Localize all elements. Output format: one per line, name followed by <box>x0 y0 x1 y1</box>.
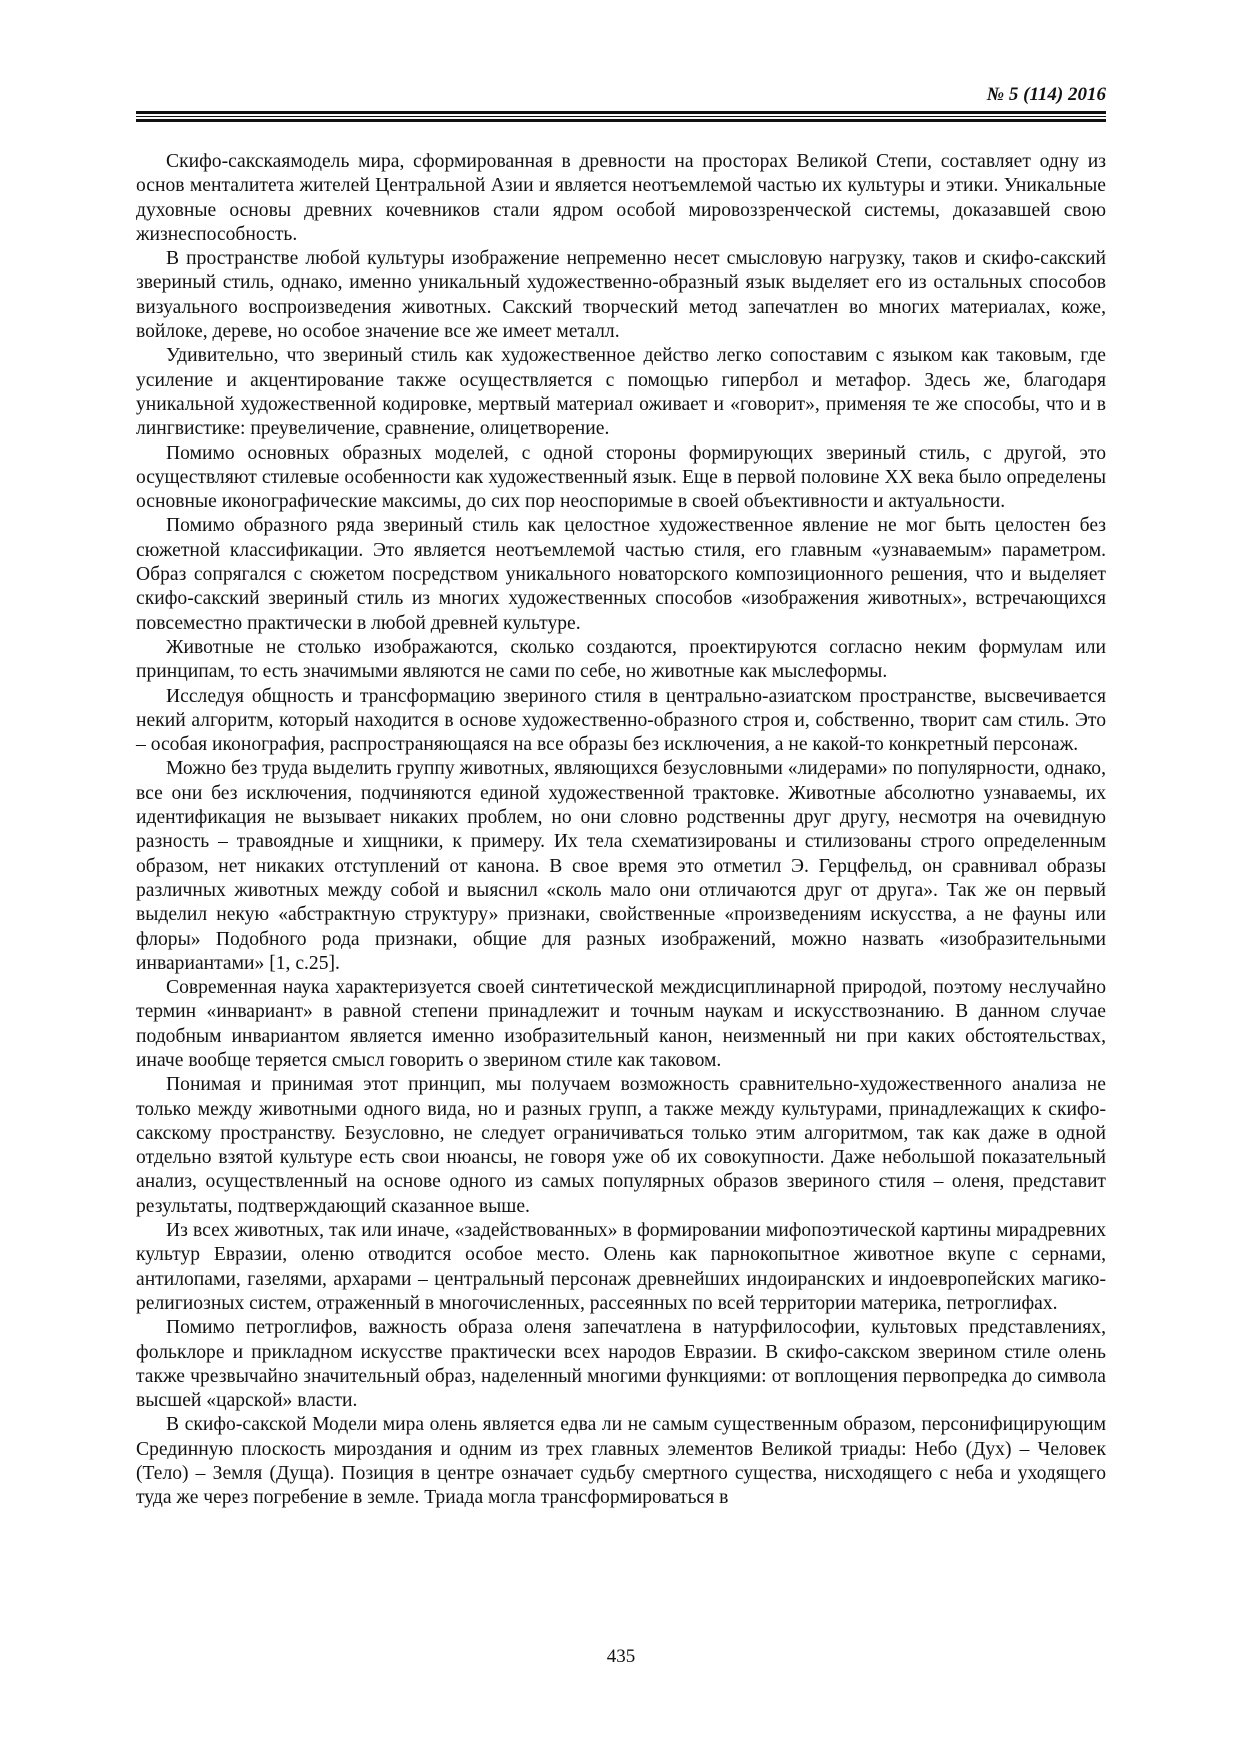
paragraph-9: Современная наука характеризуется своей синтетической междисциплинарной природой, поэтому неслучайно термин «инвариант» в равной степени принадлежит и точным наукам и искусствознанию. В данном случае подобным инвариантом является именно изобразительный канон, неизменный ни при каких обстоятельствах, иначе вообще теряется смысл говорить о зверином стиле как таковом. <box>136 977 1106 1071</box>
journal-issue-header: № 5 (114) 2016 <box>986 84 1106 105</box>
paragraph-6: Животные не столько изображаются, сколько создаются, проектируются согласно неким формулам или принципам, то есть значимыми являются не сами по себе, но животные как мыслеформы. <box>136 636 1106 683</box>
paragraph-12: Помимо петроглифов, важность образа оленя запечатлена в натурфилософии, культовых представлениях, фольклоре и прикладном искусстве практически всех народов Евразии. В скифо-сакском зверином стиле олень также чрезвычайно значительный образ, наделенный многими функциями: от воплощения первопредка до символа высшей «царской» власти. <box>136 1317 1106 1412</box>
header-rule-thin <box>136 116 1106 117</box>
header-rule-thick-top <box>136 111 1106 114</box>
paragraph-2: В пространстве любой культуры изображение непременно несет смысловую нагрузку, таков и скифо-сакский звериный стиль, однако, именно уникальный художественно-образный язык выделяет его из остальных способов визуального воспроизведения животных. Сакский творческий метод запечатлен во многих материалах, коже, войлоке, дереве, но особое значение все же имеет металл. <box>136 248 1106 343</box>
header-rule-thick-bottom <box>136 119 1106 122</box>
article-body <box>136 150 1106 1511</box>
paragraph-8: Можно без труда выделить группу животных, являющихся безусловными «лидерами» по популярности, однако, все они без исключения, подчиняются единой художественной трактовке. Животные абсолютно узнаваемы, их идентификация не вызывает никаких проблем, но они словно родственны друг другу, несмотря на очевидную разность – травоядные и хищники, к примеру. Их тела схематизированы и стилизованы строго определенным образом, нет никаких отступлений от канона. В свое время это отметил Э. Герцфельд, он сравнивал образы различных животных между собой и выяснил «сколь мало они отличаются друг от друга». Так же он первый выделил некую «абстрактную структуру» признаки, свойственные «произведениям искусства, а не фауны или флоры» Подобного рода признаки, общие для разных изображений, можно назвать «изобразительными инвариантами» [1, с.25]. <box>136 758 1106 974</box>
paragraph-13: В скифо-сакской Модели мира олень является едва ли не самым существенным образом, персонифицирующим Срединную плоскость мироздания и одним из трех главных элементов Великой триады: Небо (Дух) – Человек (Тело) – Земля (Дуща). Позиция в центре означает судьбу смертного существа, нисходящего с неба и уходящего туда же через погребение в земле. Триада могла трансформироваться в <box>136 1414 1106 1509</box>
paragraph-10: Понимая и принимая этот принцип, мы получаем возможность сравнительно-художественного анализа не только между животными одного вида, но и разных групп, а также между культурами, принадлежащих к скифо-сакскому пространству. Безусловно, не следует ограничиваться только этим алгоритмом, так как даже в одной отдельно взятой культуре есть свои нюансы, не говоря уже об их совокупности. Даже небольшой показательный анализ, осуществленный на основе одного из самых популярных образов звериного стиля – оленя, представит результаты, подтверждающий сказанное выше. <box>136 1074 1106 1217</box>
paragraph-11: Из всех животных, так или иначе, «задействованных» в формировании мифопоэтической картины мирадревних культур Евразии, оленю отводится особое место. Олень как парнокопытное животное вкупе с сернами, антилопами, газелями, архарами – центральный персонаж древнейших индоиранских и индоевропейских магико-религиозных систем, отраженный в многочисленных, рассеянных по всей территории материка, петроглифах. <box>136 1220 1106 1314</box>
paragraph-7: Исследуя общность и трансформацию звериного стиля в центрально-азиатском пространстве, высвечивается некий алгоритм, который находится в основе художественно-образного строя и, собственно, творит сам стиль. Это – особая иконография, распространяющаяся на все образы без исключения, а не какой-то конкретный персонаж. <box>136 685 1106 756</box>
paragraph-4: Помимо основных образных моделей, с одной стороны формирующих звериный стиль, с другой, это осуществляют стилевые особенности как художественный язык. Еще в первой половине XX века было определены основные иконографические максимы, до сих пор неоспоримые в своей объективности и актуальности. <box>136 442 1106 513</box>
paragraph-1: Скифо-сакскаямодель мира, сформированная в древности на просторах Великой Степи, составляет одну из основ менталитета жителей Центральной Азии и является неотъемлемой частью их культуры и этики. Уникальные духовные основы древних кочевников стали ядром особой мировоззренческой системы, доказавшей свою жизнеспособность. <box>136 151 1106 245</box>
paragraph-3: Удивительно, что звериный стиль как художественное действо легко сопоставим с языком как таковым, где усиление и акцентирование также осуществляется с помощью гипербол и метафор. Здесь же, благодаря уникальной художественной кодировке, мертвый материал оживает и «говорит», применяя те же способы, что и в лингвистике: преувеличение, сравнение, олицетворение. <box>136 345 1106 440</box>
paragraph-5: Помимо образного ряда звериный стиль как целостное художественное явление не мог быть целостен без сюжетной классификации. Это является неотъемлемой частью стиля, его главным «узнаваемым» параметром. Образ сопрягался с сюжетом посредством уникального новаторского композиционного решения, что и выделяет скифо-сакский звериный стиль из многих художественных способов «изображения животных», встречающихся повсеместно практически в любой древней культуре. <box>136 515 1106 634</box>
page-number: 435 <box>606 1646 636 1667</box>
